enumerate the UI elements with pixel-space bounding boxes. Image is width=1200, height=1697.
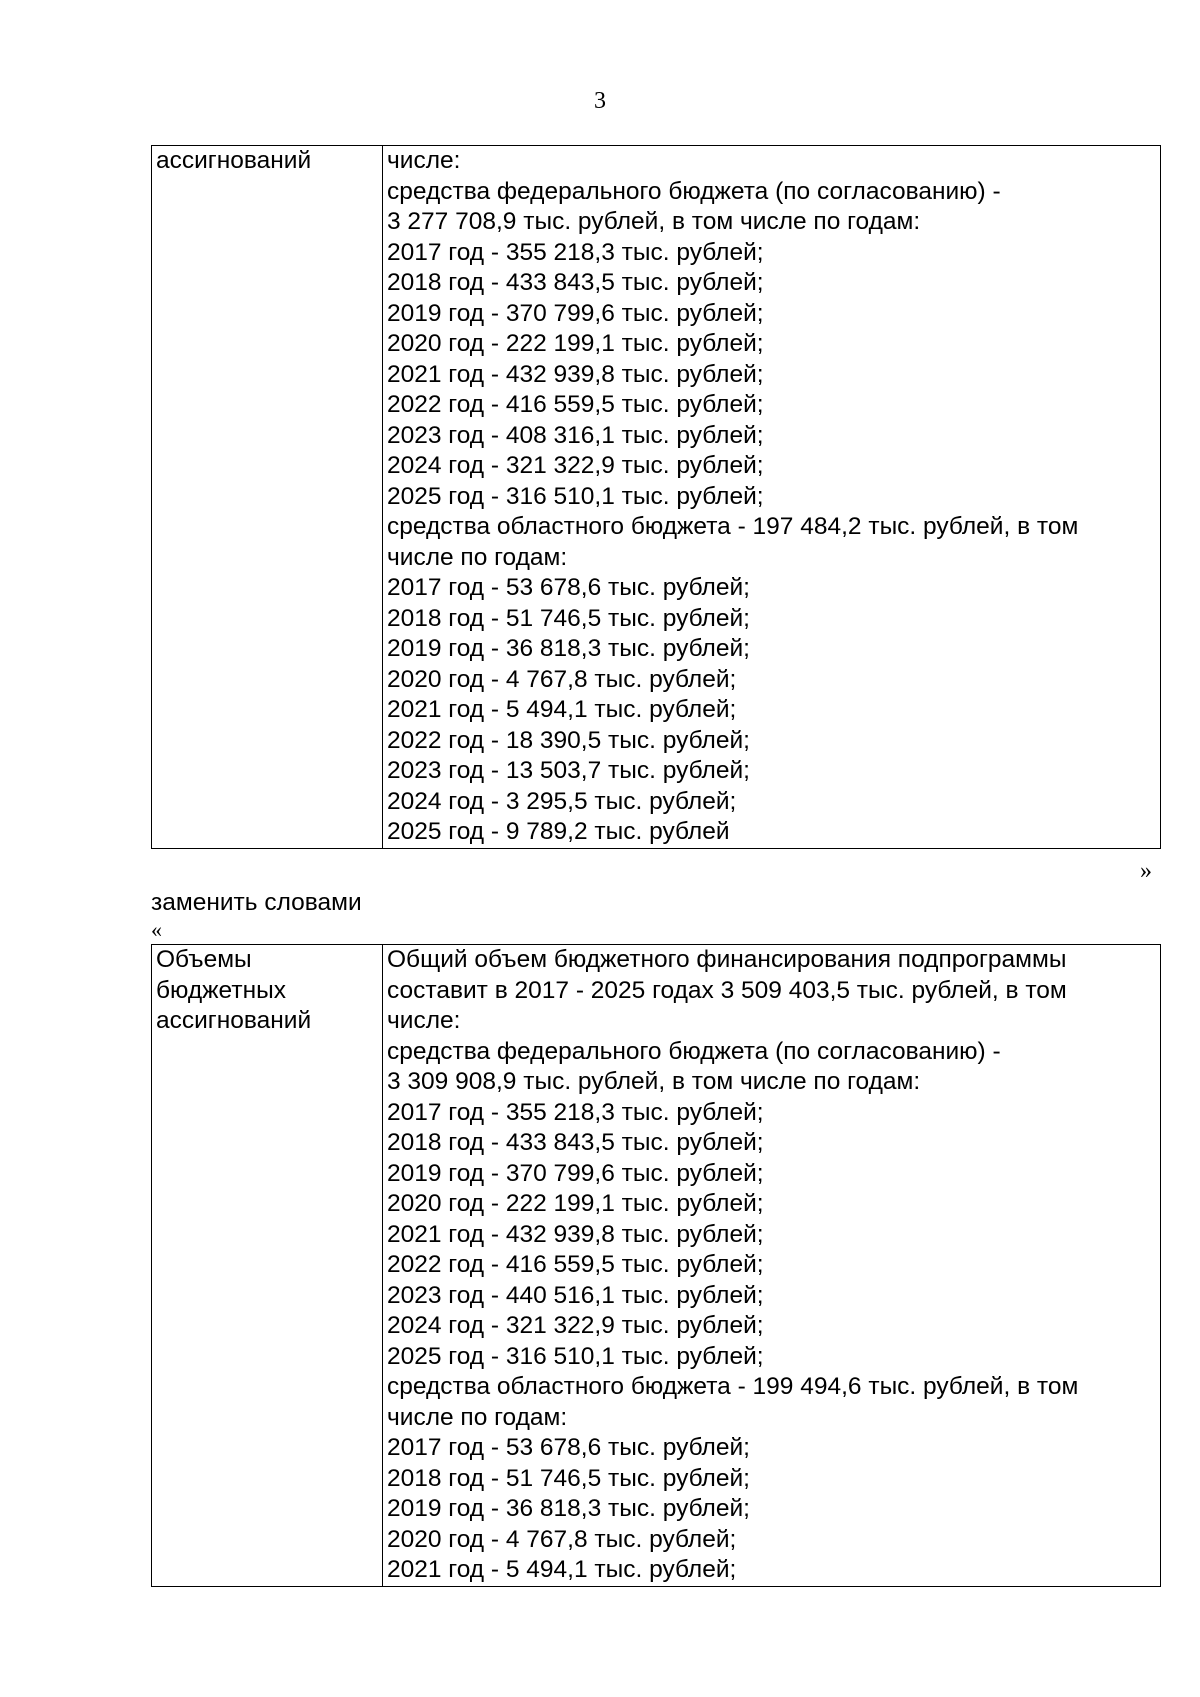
text-line: 2020 год - 222 199,1 тыс. рублей; xyxy=(387,1190,764,1217)
text-line: 2018 год - 433 843,5 тыс. рублей; xyxy=(387,1129,764,1156)
text-line: числе: xyxy=(387,1007,461,1034)
text-line: 2024 год - 3 295,5 тыс. рублей; xyxy=(387,787,737,815)
text-line: 3 277 708,9 тыс. рублей, в том числе по годам: xyxy=(387,208,921,235)
funding-table-new xyxy=(151,944,1161,1587)
text-line: 2023 год - 440 516,1 тыс. рублей; xyxy=(387,1281,764,1309)
text-line: 2020 год - 4 767,8 тыс. рублей; xyxy=(387,1525,737,1553)
label-cell xyxy=(152,146,383,849)
text-line: ассигнований xyxy=(156,147,312,174)
text-line: 2019 год - 36 818,3 тыс. рублей; xyxy=(387,635,750,662)
text-line: средства областного бюджета - 197 484,2 тыс. рублей, в том xyxy=(387,513,1079,540)
text-line: 2024 год - 321 322,9 тыс. рублей; xyxy=(387,452,764,479)
text-line: 2017 год - 53 678,6 тыс. рублей; xyxy=(387,574,750,601)
text-line: 2019 год - 36 818,3 тыс. рублей; xyxy=(387,1495,750,1522)
text-line: 2021 год - 5 494,1 тыс. рублей; xyxy=(387,1556,737,1583)
text-line: 2022 год - 18 390,5 тыс. рублей; xyxy=(387,726,750,754)
text-line: 2018 год - 433 843,5 тыс. рублей; xyxy=(387,269,764,296)
replace-instruction: заменить словами xyxy=(151,889,362,916)
text-line: числе по годам: xyxy=(387,1403,568,1431)
text-line: 2018 год - 51 746,5 тыс. рублей; xyxy=(387,604,750,632)
text-line: Объемы xyxy=(156,946,252,973)
page-number: 3 xyxy=(594,88,606,114)
opening-quote: « xyxy=(151,917,162,942)
value-cell xyxy=(383,945,1161,1587)
value-lines xyxy=(387,945,1156,1586)
label-lines xyxy=(156,146,378,177)
closing-quote: » xyxy=(1140,858,1152,884)
value-cell xyxy=(383,146,1161,849)
text-line: 2017 год - 355 218,3 тыс. рублей; xyxy=(387,238,764,266)
text-line: 2017 год - 355 218,3 тыс. рублей; xyxy=(387,1098,764,1126)
label-lines xyxy=(156,945,378,1037)
text-line: 2018 год - 51 746,5 тыс. рублей; xyxy=(387,1464,750,1492)
text-line: 2022 год - 416 559,5 тыс. рублей; xyxy=(387,391,764,418)
text-line: 2025 год - 316 510,1 тыс. рублей; xyxy=(387,482,764,510)
table-row xyxy=(152,945,1161,1587)
text-line: 2021 год - 432 939,8 тыс. рублей; xyxy=(387,1220,764,1248)
text-line: 2020 год - 4 767,8 тыс. рублей; xyxy=(387,665,737,693)
text-line: 2020 год - 222 199,1 тыс. рублей; xyxy=(387,330,764,357)
text-line: бюджетных xyxy=(156,976,286,1004)
funding-table-old xyxy=(151,145,1161,849)
text-line: 2021 год - 432 939,8 тыс. рублей; xyxy=(387,360,764,388)
text-line: 2025 год - 316 510,1 тыс. рублей; xyxy=(387,1342,764,1370)
text-line: 2019 год - 370 799,6 тыс. рублей; xyxy=(387,1159,764,1187)
text-line: Общий объем бюджетного финансирования подпрограммы xyxy=(387,946,1067,973)
text-line: средства областного бюджета - 199 494,6 тыс. рублей, в том xyxy=(387,1373,1079,1400)
text-line: средства федерального бюджета (по согласованию) - xyxy=(387,1037,1001,1065)
text-line: числе: xyxy=(387,147,461,174)
text-line: 2023 год - 13 503,7 тыс. рублей; xyxy=(387,757,750,784)
text-line: 2017 год - 53 678,6 тыс. рублей; xyxy=(387,1434,750,1461)
text-line: средства федерального бюджета (по согласованию) - xyxy=(387,177,1001,205)
value-lines xyxy=(387,146,1156,848)
text-line: 2019 год - 370 799,6 тыс. рублей; xyxy=(387,299,764,327)
table-row xyxy=(152,146,1161,849)
text-line: составит в 2017 - 2025 годах 3 509 403,5 тыс. рублей, в том xyxy=(387,976,1067,1004)
label-cell xyxy=(152,945,383,1587)
text-line: ассигнований xyxy=(156,1007,312,1034)
text-line: 2024 год - 321 322,9 тыс. рублей; xyxy=(387,1312,764,1339)
text-line: 2023 год - 408 316,1 тыс. рублей; xyxy=(387,421,764,449)
text-line: 2021 год - 5 494,1 тыс. рублей; xyxy=(387,696,737,723)
text-line: 3 309 908,9 тыс. рублей, в том числе по годам: xyxy=(387,1068,921,1095)
text-line: 2025 год - 9 789,2 тыс. рублей xyxy=(387,818,730,845)
text-line: 2022 год - 416 559,5 тыс. рублей; xyxy=(387,1251,764,1278)
text-line: числе по годам: xyxy=(387,543,568,571)
